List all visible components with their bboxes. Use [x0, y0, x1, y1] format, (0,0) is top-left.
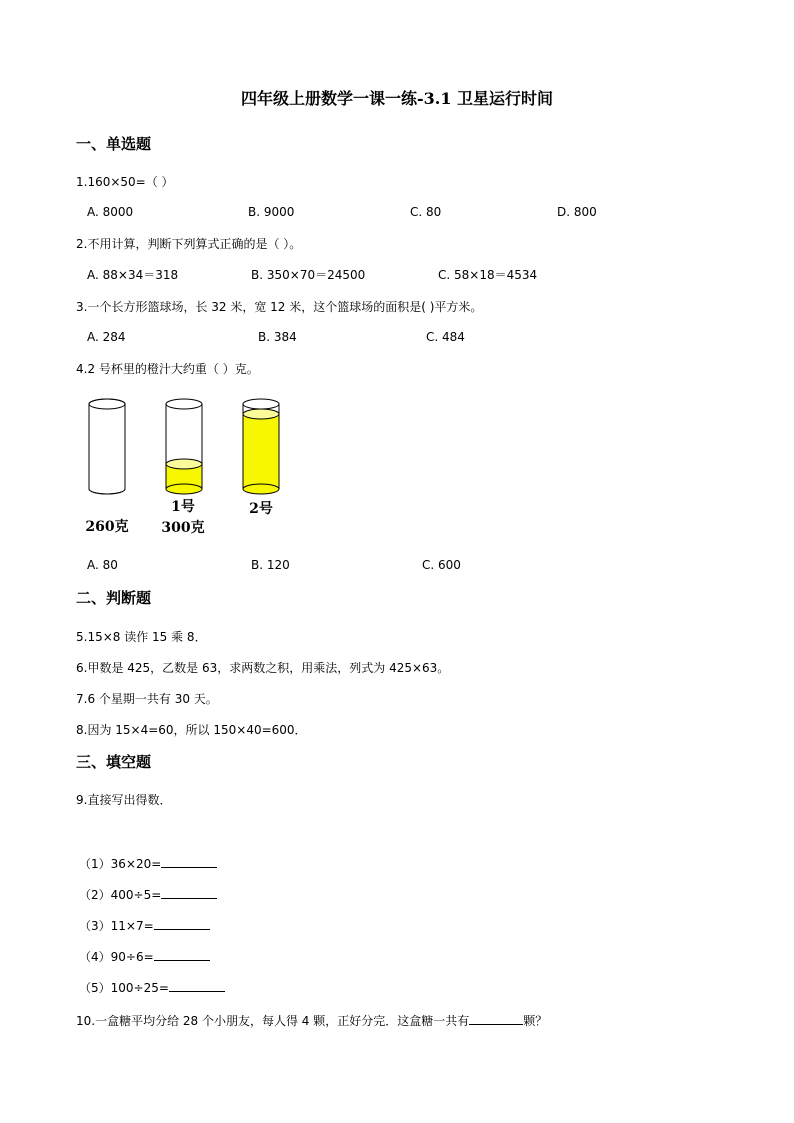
q9-item-4: （4）90÷6= — [79, 948, 210, 965]
q3-option-a: A. 284 — [87, 330, 126, 344]
page-title: 四年级上册数学一课一练-3.1 卫星运行时间 — [240, 89, 554, 108]
question-7: 7.6 个星期一共有 30 天。 — [76, 692, 218, 706]
question-6: 6.甲数是 425，乙数是 63，求两数之积，用乘法，列式为 425×63。 — [76, 661, 450, 675]
q9-item-1: （1）36×20= — [79, 855, 217, 872]
cup-1-label: 1号 — [171, 499, 195, 515]
question-2: 2.不用计算，判断下列算式正确的是（ ）。 — [76, 237, 302, 251]
answer-blank[interactable] — [161, 886, 217, 899]
q3-option-b: B. 384 — [258, 330, 297, 344]
cup-empty — [89, 399, 125, 494]
answer-blank[interactable] — [469, 1012, 523, 1025]
q9-item-3: （3）11×7= — [79, 917, 210, 934]
q9-item-5: （5）100÷25= — [79, 979, 225, 996]
section-heading-fill-blank: 三、填空题 — [76, 753, 152, 771]
q2-option-b: B. 350×70＝24500 — [251, 268, 366, 282]
question-9: 9.直接写出得数． — [76, 793, 172, 807]
q1-option-c: C. 80 — [410, 205, 442, 219]
section-heading-single-choice: 一、单选题 — [76, 135, 152, 153]
answer-blank[interactable] — [169, 979, 225, 992]
q2-option-c: C. 58×18＝4534 — [438, 268, 538, 282]
section-heading-true-false: 二、判断题 — [76, 589, 152, 607]
answer-blank[interactable] — [161, 855, 217, 868]
q1-option-b: B. 9000 — [248, 205, 295, 219]
q2-option-a: A. 88×34＝318 — [87, 268, 179, 282]
question-5: 5.15×8 读作 15 乘 8． — [76, 630, 207, 644]
answer-blank[interactable] — [154, 948, 210, 961]
question-8: 8.因为 15×4=60，所以 150×40=600． — [76, 723, 307, 737]
q4-option-a: A. 80 — [87, 558, 118, 572]
question-3: 3.一个长方形篮球场，长 32 米，宽 12 米，这个篮球场的面积是( )平方米。 — [76, 300, 483, 314]
cup-empty-label: 260克 — [85, 519, 129, 535]
question-4: 4.2 号杯里的橙汁大约重（ ）克。 — [76, 362, 259, 376]
question-1: 1.160×50=（ ） — [76, 175, 174, 189]
q4-option-b: B. 120 — [251, 558, 290, 572]
answer-blank[interactable] — [154, 917, 210, 930]
question-10: 10.一盒糖平均分给 28 个小朋友，每人得 4 颗，正好分完．这盒糖一共有 颗？ — [76, 1014, 548, 1028]
cup-2-label: 2号 — [249, 501, 273, 517]
q1-option-a: A. 8000 — [87, 205, 134, 219]
cup-2 — [243, 399, 279, 494]
cup-1 — [166, 399, 202, 494]
q9-item-2: （2）400÷5= — [79, 886, 217, 903]
q4-option-c: C. 600 — [422, 558, 461, 572]
q1-option-d: D. 800 — [557, 205, 597, 219]
q3-option-c: C. 484 — [426, 330, 465, 344]
cup-1-weight: 300克 — [161, 520, 205, 536]
